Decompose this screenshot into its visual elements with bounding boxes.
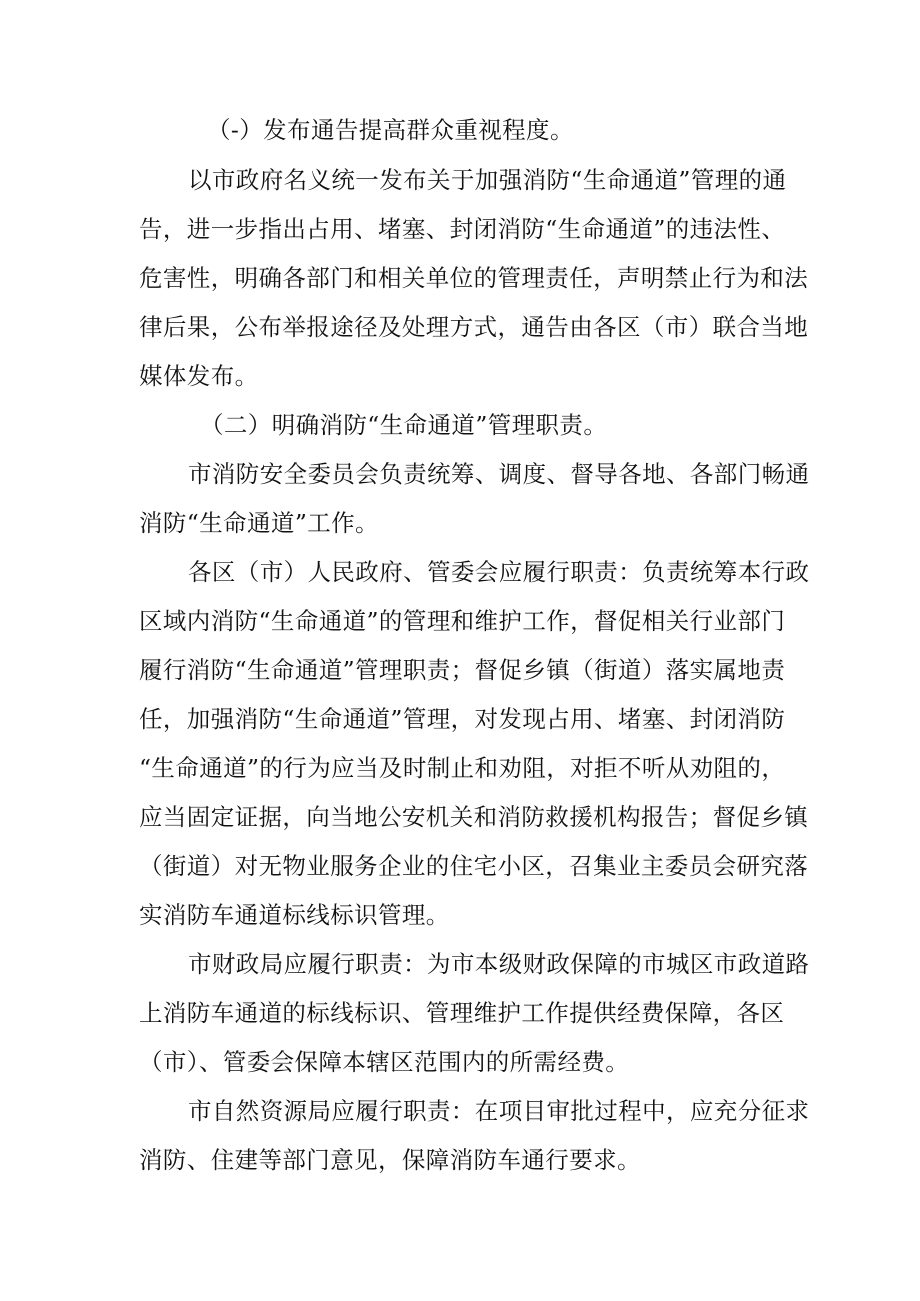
section-heading-2: （二）明确消防“生命通道”管理职责。 <box>200 411 608 439</box>
paragraph-line: 各区（市）人民政府、管委会应履行职责：负责统筹本行政 <box>188 558 810 586</box>
paragraph-line: 告，进一步指出占用、堵塞、封闭消防“生命通道”的违法性、 <box>139 215 786 243</box>
paragraph-line: 媒体发布。 <box>139 362 259 390</box>
paragraph-line: 市财政局应履行职责：为市本级财政保障的市城区市政道路 <box>188 950 810 978</box>
paragraph-line: 市消防安全委员会负责统筹、调度、督导各地、各部门畅通 <box>188 460 810 488</box>
paragraph-line: 区域内消防“生命通道”的管理和维护工作，督促相关行业部门 <box>139 607 786 635</box>
paragraph-line: 履行消防“生命通道”管理职责；督促乡镇（街道）落实属地责 <box>139 656 786 684</box>
paragraph-line: 任，加强消防“生命通道”管理，对发现占用、堵塞、封闭消防 <box>139 705 786 733</box>
paragraph-line: 市自然资源局应履行职责：在项目审批过程中，应充分征求 <box>188 1097 810 1125</box>
paragraph-line: “生命通道”的行为应当及时制止和劝阻，对拒不听从劝阻的， <box>139 754 786 782</box>
paragraph-line: （市）、管委会保障本辖区范围内的所需经费。 <box>139 1048 630 1076</box>
paragraph-line: 以市政府名义统一发布关于加强消防“生命通道”管理的通 <box>188 166 787 194</box>
paragraph-line: 上消防车通道的标线标识、管理维护工作提供经费保障，各区 <box>139 999 785 1027</box>
paragraph-line: 应当固定证据，向当地公安机关和消防救援机构报告；督促乡镇 <box>139 803 809 831</box>
paragraph-line: （街道）对无物业服务企业的住宅小区，召集业主委员会研究落 <box>139 852 809 880</box>
paragraph-line: 实消防车通道标线标识管理。 <box>139 901 450 929</box>
paragraph-line: 律后果，公布举报途径及处理方式，通告由各区（市）联合当地 <box>139 313 809 341</box>
section-heading-1: （-）发布通告提高群众重视程度。 <box>207 116 574 144</box>
paragraph-line: 消防“生命通道”工作。 <box>139 509 379 537</box>
paragraph-line: 消防、住建等部门意见，保障消防车通行要求。 <box>139 1146 641 1174</box>
paragraph-line: 危害性，明确各部门和相关单位的管理责任，声明禁止行为和法 <box>139 264 809 292</box>
